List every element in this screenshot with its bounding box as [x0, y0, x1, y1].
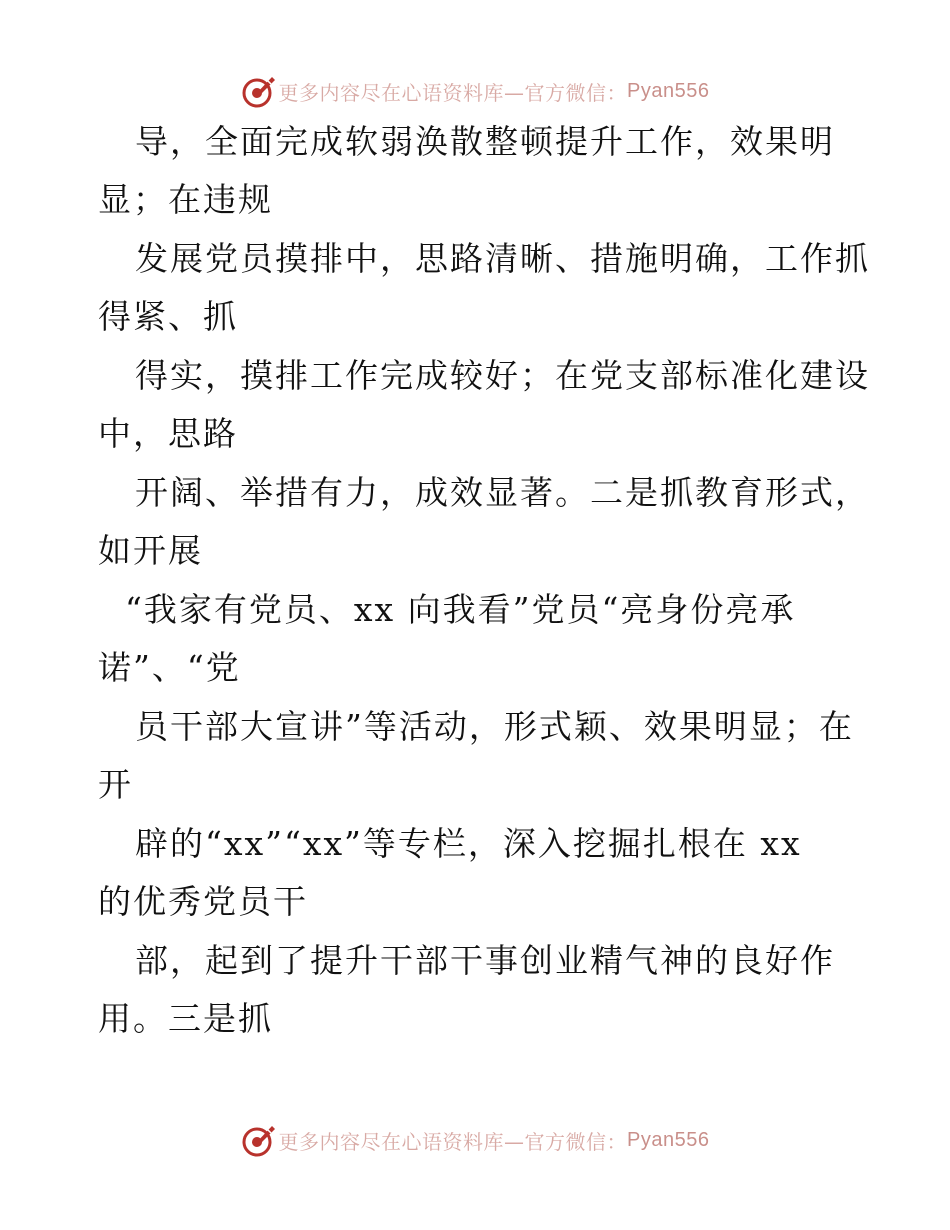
paragraph-line: 用。三是抓: [98, 999, 273, 1038]
paragraph-line: “我家有党员、xx 向我看”党员“亮身份亮承: [125, 590, 796, 629]
header-watermark: [0, 71, 950, 111]
footer-watermark: [0, 1120, 950, 1160]
header-banner-id: Pyan556: [627, 79, 710, 102]
quill-logo-icon: [241, 1122, 277, 1158]
paragraph-line: 得紧、抓: [98, 297, 238, 336]
paragraph-line: 中，思路: [98, 414, 238, 453]
paragraph-line: 如开展: [98, 531, 203, 570]
quill-logo-icon: [241, 73, 277, 109]
paragraph-line: 显；在违规: [98, 180, 273, 219]
paragraph-line: 员干部大宣讲”等活动，形式颖、效果明显；在: [135, 707, 854, 746]
paragraph-line: 开阔、举措有力，成效显著。二是抓教育形式，: [135, 473, 870, 512]
paragraph-line: 部，起到了提升干部干事创业精气神的良好作: [135, 941, 835, 980]
paragraph-line: 的优秀党员干: [98, 882, 308, 921]
paragraph-line: 开: [98, 765, 133, 804]
paragraph-line: 得实，摸排工作完成较好；在党支部标准化建设: [135, 356, 870, 395]
paragraph-line: 诺”、“党: [98, 648, 241, 687]
header-banner-text: 更多内容尽在心语资料库—官方微信：: [278, 80, 628, 105]
footer-banner-text: 更多内容尽在心语资料库—官方微信：: [278, 1129, 628, 1154]
paragraph-line: 发展党员摸排中，思路清晰、措施明确，工作抓: [135, 239, 870, 278]
footer-banner-id: Pyan556: [627, 1128, 710, 1151]
paragraph-line: 辟的“xx”“xx”等专栏，深入挖掘扎根在 xx: [135, 824, 802, 863]
paragraph-line: 导，全面完成软弱涣散整顿提升工作，效果明: [135, 122, 835, 161]
